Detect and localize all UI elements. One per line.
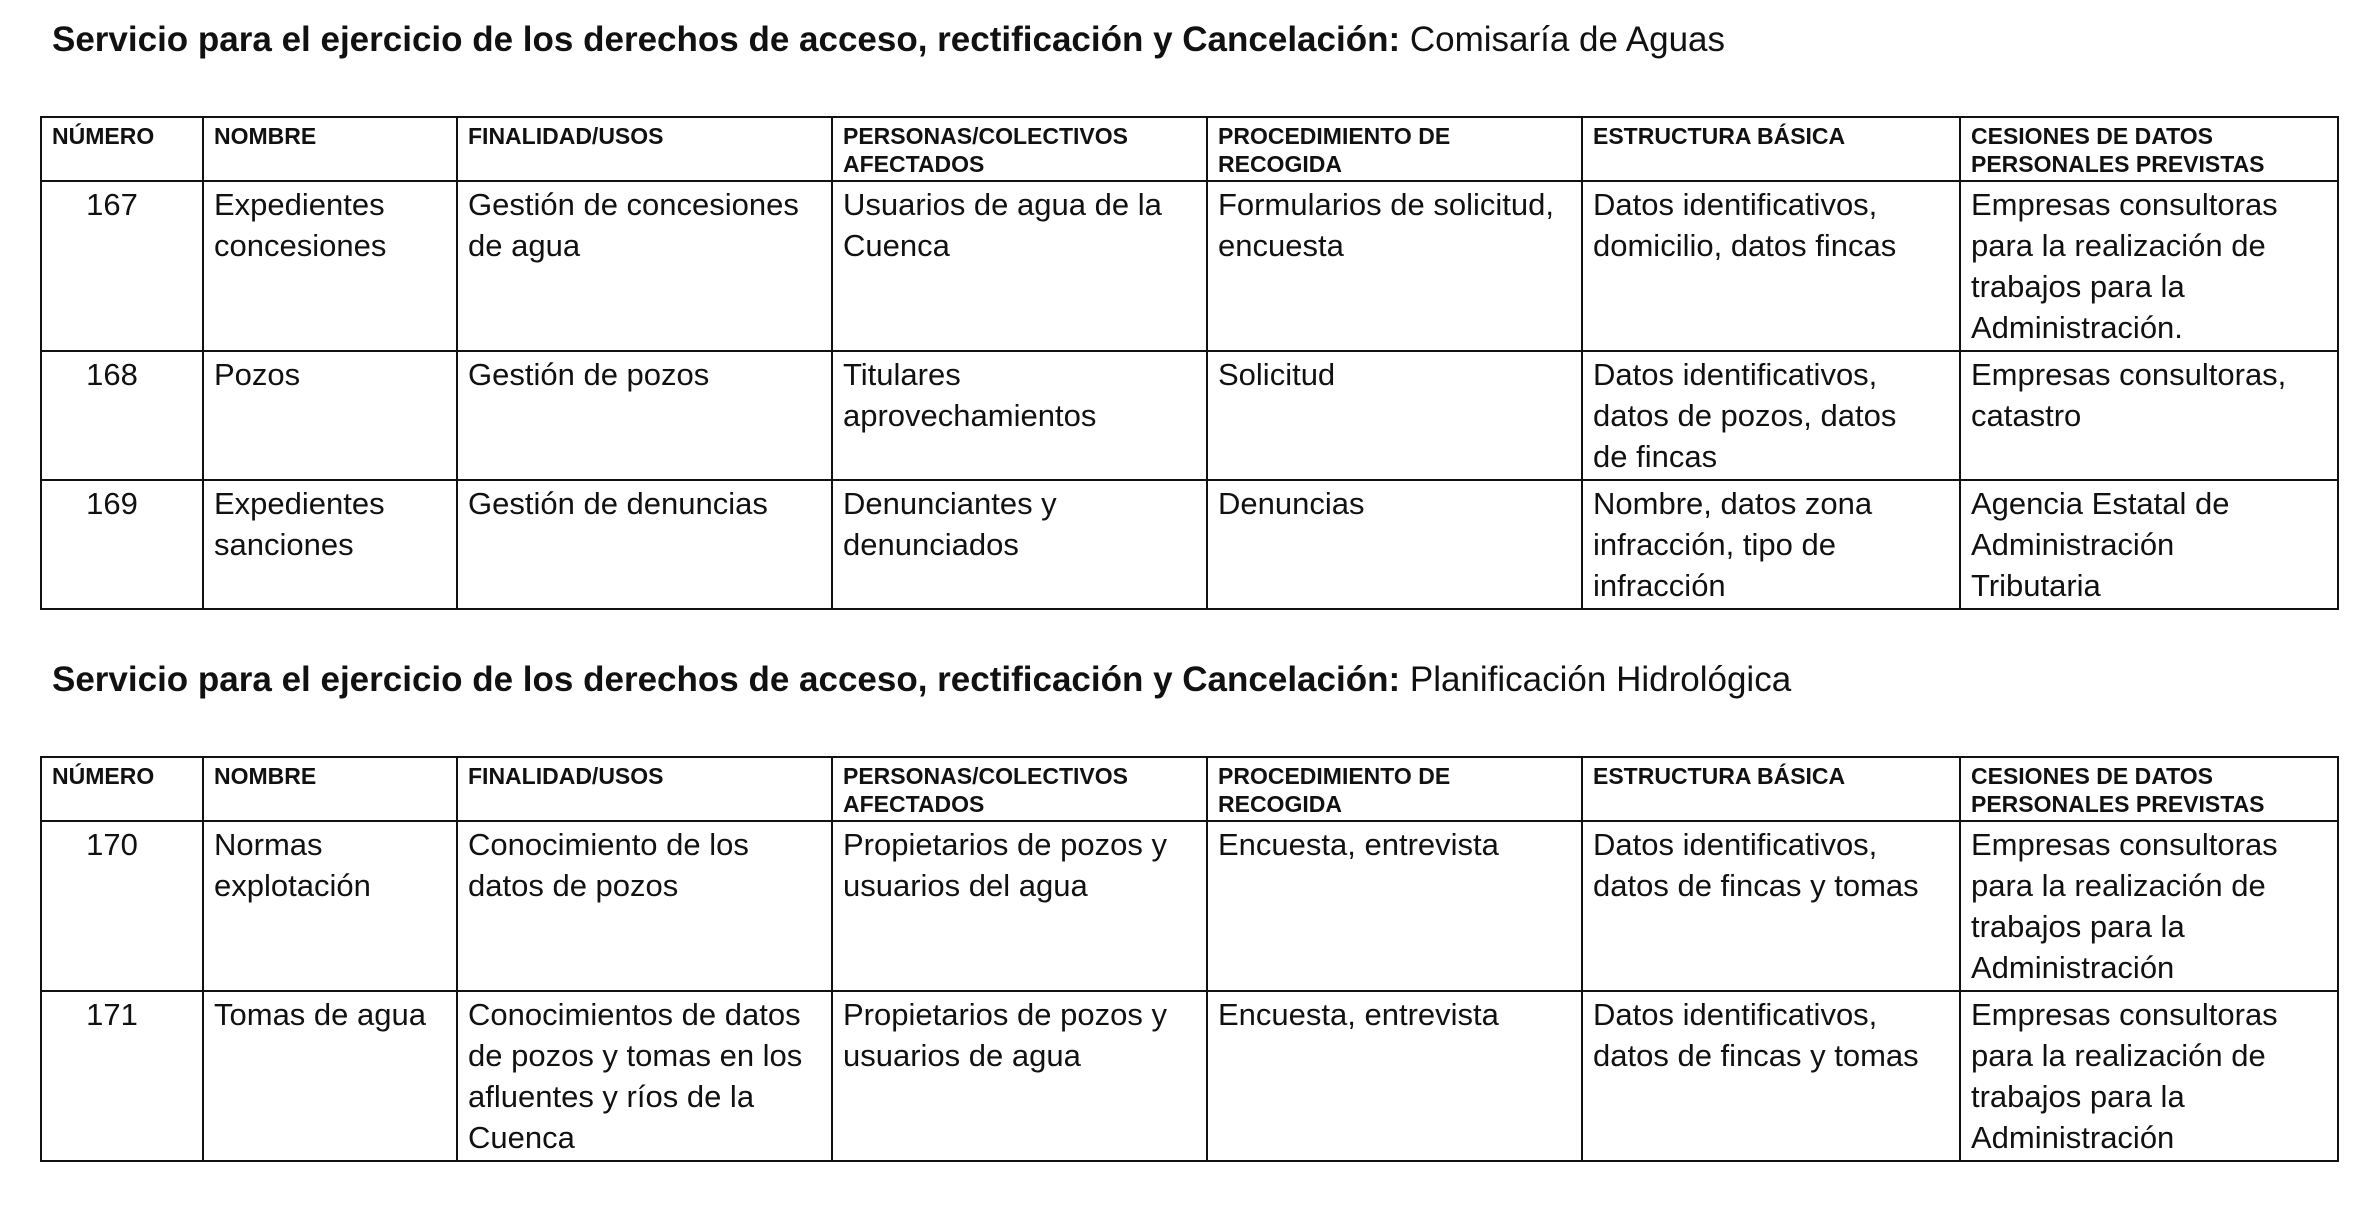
cell-line: Tributaria <box>1971 568 2101 603</box>
cell-finalidad <box>457 991 832 1161</box>
cell-personas <box>832 351 1207 480</box>
cell-line: Datos identificativos, <box>1593 187 1878 222</box>
cell-personas <box>832 991 1207 1161</box>
cell-line: encuesta <box>1218 228 1344 263</box>
section-title-department: Comisaría de Aguas <box>1400 20 1726 59</box>
cell-nombre <box>203 821 457 991</box>
header-estructura: ESTRUCTURA BÁSICA <box>1582 117 1960 181</box>
cell-line: sanciones <box>214 527 354 562</box>
cell-line: Empresas consultoras, <box>1971 357 2287 392</box>
cell-finalidad <box>457 821 832 991</box>
header-cesiones-line: PERSONALES PREVISTAS <box>1971 151 2265 177</box>
cell-line: de agua <box>468 228 581 263</box>
cell-line: Propietarios de pozos y <box>843 827 1167 862</box>
header-cesiones <box>1960 117 2338 181</box>
cell-line: Datos identificativos, <box>1593 827 1878 862</box>
cell-nombre <box>203 480 457 609</box>
cell-line: para la realización de <box>1971 868 2266 903</box>
header-cesiones-line: PERSONALES PREVISTAS <box>1971 791 2265 817</box>
cell-line: usuarios de agua <box>843 1038 1081 1073</box>
header-procedimiento-line: RECOGIDA <box>1218 151 1342 177</box>
cell-line: Conocimiento de los <box>468 827 749 862</box>
cell-cesiones <box>1960 480 2338 609</box>
cell-estructura <box>1582 480 1960 609</box>
header-personas-line: PERSONAS/COLECTIVOS <box>843 763 1128 789</box>
cell-numero: 168 <box>41 351 203 480</box>
cell-line: Cuenca <box>843 228 950 263</box>
cell-line: trabajos para la <box>1971 909 2185 944</box>
table-row <box>41 480 2338 609</box>
header-cesiones <box>1960 757 2338 821</box>
cell-cesiones <box>1960 351 2338 480</box>
cell-line: Datos identificativos, <box>1593 997 1878 1032</box>
header-procedimiento <box>1207 757 1582 821</box>
cell-line: Administración <box>1971 527 2175 562</box>
cell-line: Propietarios de pozos y <box>843 997 1167 1032</box>
cell-nombre <box>203 351 457 480</box>
cell-line: Usuarios de agua de la <box>843 187 1162 222</box>
table-row <box>41 351 2338 480</box>
cell-line: Denunciantes y <box>843 486 1057 521</box>
cell-line: Expedientes <box>214 486 385 521</box>
header-personas-line: AFECTADOS <box>843 791 985 817</box>
cell-numero: 167 <box>41 181 203 351</box>
header-nombre: NOMBRE <box>203 117 457 181</box>
cell-personas <box>832 821 1207 991</box>
cell-line: Normas <box>214 827 323 862</box>
cell-procedimiento <box>1207 991 1582 1161</box>
section-title-planificacion <box>52 658 1791 702</box>
section-title-comisaria <box>52 18 1725 62</box>
cell-nombre <box>203 991 457 1161</box>
cell-line: Expedientes <box>214 187 385 222</box>
cell-cesiones <box>1960 991 2338 1161</box>
cell-line: datos de pozos <box>468 868 679 903</box>
table-row <box>41 181 2338 351</box>
section-title-bold: Servicio para el ejercicio de los derechos de acceso, rectificación y Cancelación: <box>52 660 1401 699</box>
cell-line: Nombre, datos zona <box>1593 486 1873 521</box>
cell-personas <box>832 480 1207 609</box>
cell-line: de pozos y tomas en los <box>468 1038 803 1073</box>
header-procedimiento <box>1207 117 1582 181</box>
cell-line: de fincas <box>1593 439 1718 474</box>
section-title-department: Planificación Hidrológica <box>1400 660 1792 699</box>
header-numero: NÚMERO <box>41 757 203 821</box>
cell-numero: 171 <box>41 991 203 1161</box>
cell-procedimiento <box>1207 181 1582 351</box>
cell-line: denunciados <box>843 527 1019 562</box>
table-header-row <box>41 757 2338 821</box>
header-procedimiento-text: PROCEDIMIENTO DE <box>1218 123 1451 149</box>
cell-line: Pozos <box>214 357 301 392</box>
header-numero: NÚMERO <box>41 117 203 181</box>
header-estructura: ESTRUCTURA BÁSICA <box>1582 757 1960 821</box>
header-procedimiento-line <box>1218 122 1571 150</box>
header-finalidad: FINALIDAD/USOS <box>457 757 832 821</box>
cell-line: explotación <box>214 868 371 903</box>
cell-cesiones <box>1960 181 2338 351</box>
cell-estructura <box>1582 181 1960 351</box>
cell-numero: 169 <box>41 480 203 609</box>
cell-estructura <box>1582 991 1960 1161</box>
cell-finalidad <box>457 351 832 480</box>
cell-line: usuarios del agua <box>843 868 1088 903</box>
cell-estructura <box>1582 351 1960 480</box>
cell-line: Administración <box>1971 1120 2175 1155</box>
cell-line: datos de pozos, datos <box>1593 398 1897 433</box>
header-finalidad: FINALIDAD/USOS <box>457 117 832 181</box>
header-cesiones-line: CESIONES DE DATOS <box>1971 763 2213 789</box>
header-cesiones-line: CESIONES DE DATOS <box>1971 123 2213 149</box>
cell-line: trabajos para la <box>1971 269 2185 304</box>
cell-procedimiento <box>1207 821 1582 991</box>
cell-numero: 170 <box>41 821 203 991</box>
table-row <box>41 991 2338 1161</box>
registry-table-planificacion <box>40 756 2339 1162</box>
cell-line: para la realización de <box>1971 228 2266 263</box>
section-title-bold: Servicio para el ejercicio de los derechos de acceso, rectificación y Cancelación: <box>52 20 1401 59</box>
header-nombre: NOMBRE <box>203 757 457 821</box>
cell-line: Solicitud <box>1218 357 1336 392</box>
cell-line: Conocimientos de datos <box>468 997 801 1032</box>
registry-table-comisaria <box>40 116 2339 610</box>
cell-line: catastro <box>1971 398 2082 433</box>
cell-line: Encuesta, entrevista <box>1218 827 1499 862</box>
cell-line: Administración <box>1971 950 2175 985</box>
cell-line: Gestión de concesiones <box>468 187 799 222</box>
cell-finalidad <box>457 480 832 609</box>
cell-line: Empresas consultoras <box>1971 827 2278 862</box>
cell-line: Gestión de denuncias <box>468 486 768 521</box>
header-personas <box>832 757 1207 821</box>
cell-procedimiento <box>1207 480 1582 609</box>
cell-line: domicilio, datos fincas <box>1593 228 1897 263</box>
cell-line: Empresas consultoras <box>1971 997 2278 1032</box>
header-personas-line: AFECTADOS <box>843 151 985 177</box>
table-header-row <box>41 117 2338 181</box>
cell-line: concesiones <box>214 228 387 263</box>
cell-nombre <box>203 181 457 351</box>
cell-line: datos de fincas y tomas <box>1593 1038 1919 1073</box>
cell-line: Gestión de pozos <box>468 357 710 392</box>
cell-line: Datos identificativos, <box>1593 357 1878 392</box>
cell-estructura <box>1582 821 1960 991</box>
cell-finalidad <box>457 181 832 351</box>
cell-line: Administración. <box>1971 310 2183 345</box>
cell-personas <box>832 181 1207 351</box>
cell-line: Empresas consultoras <box>1971 187 2278 222</box>
header-personas-line: PERSONAS/COLECTIVOS <box>843 123 1128 149</box>
cell-line: infracción, tipo de <box>1593 527 1836 562</box>
cell-line: Agencia Estatal de <box>1971 486 2230 521</box>
cell-line: aprovechamientos <box>843 398 1097 433</box>
cell-line: datos de fincas y tomas <box>1593 868 1919 903</box>
cell-line: Encuesta, entrevista <box>1218 997 1499 1032</box>
cell-line: Denuncias <box>1218 486 1365 521</box>
header-procedimiento-line: RECOGIDA <box>1218 791 1342 817</box>
cell-cesiones <box>1960 821 2338 991</box>
cell-line: para la realización de <box>1971 1038 2266 1073</box>
cell-line: afluentes y ríos de la <box>468 1079 755 1114</box>
cell-line: Formularios de solicitud, <box>1218 187 1554 222</box>
cell-line: trabajos para la <box>1971 1079 2185 1114</box>
header-personas <box>832 117 1207 181</box>
cell-line: Cuenca <box>468 1120 575 1155</box>
cell-line: Titulares <box>843 357 961 392</box>
cell-line: infracción <box>1593 568 1726 603</box>
table-row <box>41 821 2338 991</box>
cell-line: Tomas de agua <box>214 997 426 1032</box>
cell-procedimiento <box>1207 351 1582 480</box>
header-procedimiento-line: PROCEDIMIENTO DE <box>1218 763 1451 789</box>
